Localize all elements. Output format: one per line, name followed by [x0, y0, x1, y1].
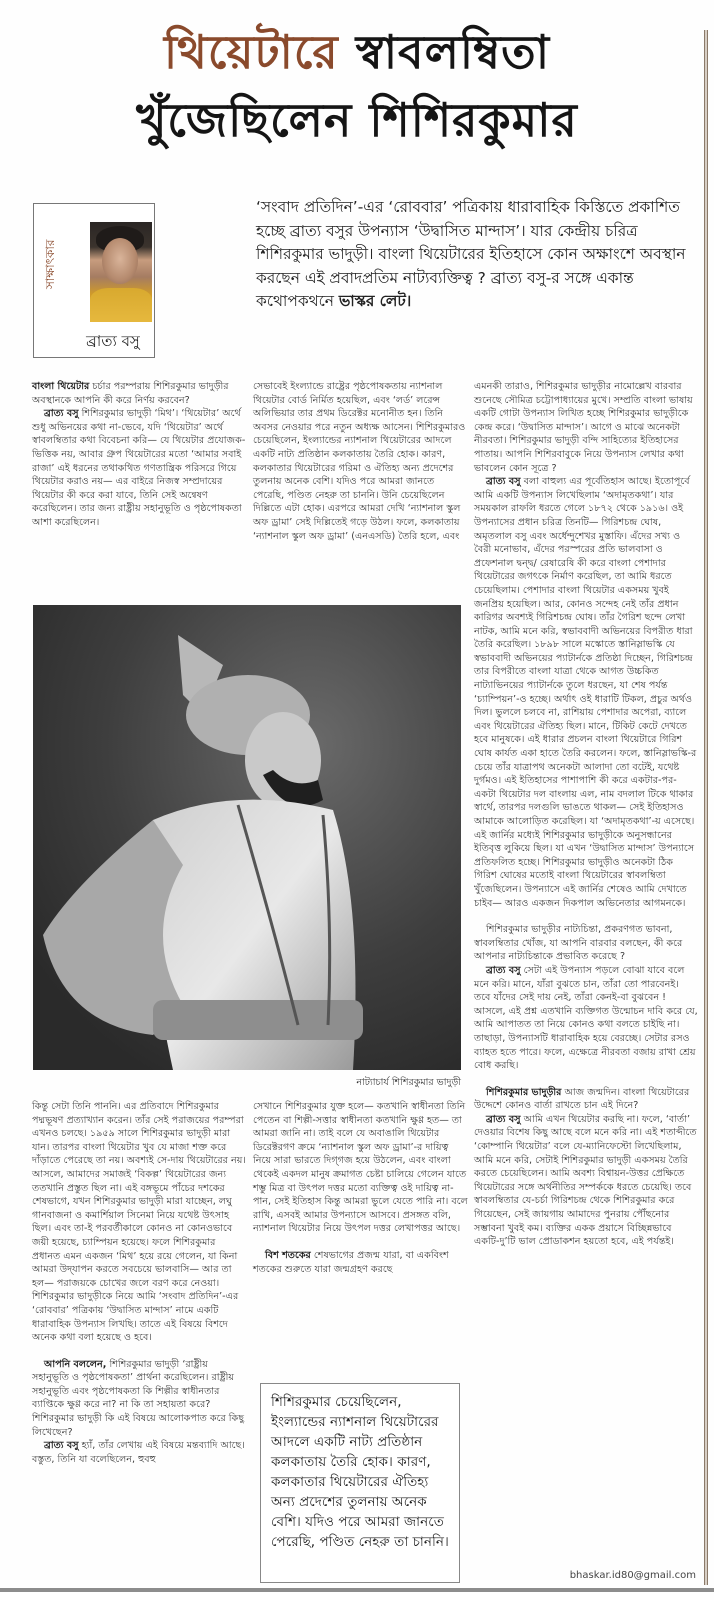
- answer-continued: সেখানে শিশিরকুমার যুক্ত হলে— কতখানি স্বাধীনতা তিনি পেতেন বা শিল্পী-সত্তার স্বাধীনতা কতখানি ক্ষুণ্ণ হত— তা আমরা জানি না। তাই বলে যে অবাঙালি থিয়েটার ডিরেক্টরগণ ক্রমে ‘ন্যাশনাল স্কুল অফ ড্রামা’-র দায়িত্ব নিয়ে সারা ভারতে দিগ্‌গজ হয়ে উঠলেন, এবং বাংলা থেকেই একদল মানুষ ক্রমাগত চেষ্টা চালিয়ে গেলেন যাতে শম্ভু মিত্র বা উৎপল দত্তর মতো ব্যক্তিত্ব ওই দায়িত্ব না-পান, সেই ইতিহাস কিন্তু আমরা ভুলে যেতে পারি না। বলে রাখি, এসবই আমার উপন্যাসে আসবে। প্রসঙ্গত বলি, ন্যাশনাল থিয়েটার নিয়ে উৎপল দত্তর লেখাপত্তর আছে।: [253, 1101, 468, 1235]
- right-border-rule: [704, 30, 708, 1585]
- interviewee-name: ব্রাত্য বসু: [86, 332, 140, 350]
- question: শিশিরকুমার ভাদুড়ীর আজ জন্মদিন। বাংলা থিয়েটারের উদ্দেশে কোনও বার্তা রাখতে চান এই দিনে?: [474, 1086, 690, 1112]
- answer-continued: কিন্তু সেটা তিনি পাননি। এর প্রতিবাদে শিশিরকুমার পদ্মভূষণ প্রত্যাখ্যান করেন। তাঁর সেই পরাজয়ের পরম্পরা এখনও চলছে। ১৯৫৯ সালে শিশিরকুমার ভাদুড়ী মারা যান। তারপর বাংলা থিয়েটার খুব যে মাজা শক্ত করে দাঁড়াতে পেরেছে তা নয়। অবশ্যই সে-দায় থিয়েটারের নয়। আসলে, আমাদের সমাজই ‘বিকল্প’ থিয়েটারের জন্য ততখানি প্রস্তুত ছিল না। এই বঙ্গভূমে পাঁচের দশকের শেষভাগে, যখন শিশিরকুমার ভাদুড়ী মারা যাচ্ছেন, লঘু গানবাজনা ও কমার্শিয়াল সিনেমা নিয়ে যথেষ্ট উৎসাহ ছিল। এবং তা-ই পরবর্তীকালে কোনও না কোনওভাবে জয়ী হয়েছে, চ্যাম্পিয়ন হয়েছে। ফলে শিশিরকুমার প্রধানত এমন একজন ‘মিথ’ হয়ে রয়ে গেলেন, যা কিনা আমরা উদ্‌যাপন করতে সবচেয়ে ভালবাসি— আর তা হল— পরাজয়কে চোখের জলে বরণ করে নেওয়া। শিশিরকুমার ভাদুড়ীকে নিয়ে আমি ‘সংবাদ প্রতিদিন’-এর ‘রোববার’ পত্রিকায় ‘উদ্বাসিত মান্দাস’ নামে একটি ধারাবাহিক উপন্যাস লিখছি। তাতে এই বিষয়ে বিশদে অনেক কথা বলা হয়েছে ও হবে।: [32, 1101, 246, 1344]
- archival-portrait-photo-icon: [33, 605, 461, 1070]
- question: আপনি বললেন, শিশিরকুমার ভাদুড়ী ‘রাষ্ট্রীয় সহানুভূতি ও পৃষ্ঠপোষকতা’ প্রার্থনা করেছিলেন। রাষ্ট্রীয় সহানুভূতি এবং পৃষ্ঠপোষকতা কি শিল্পীর স্বাধীনতার ব্যাপ্তিকে ক্ষুণ্ণ করে না? না কি তা সহায়তা করে? শিশিরকুমার ভাদুড়ী কি এই বিষয়ে আলোকপাত করে কিছু লিখেছেন?: [32, 1358, 245, 1438]
- pull-quote: শিশিরকুমার চেয়েছিলেন, ইংল্যান্ডের ন্যাশনাল থিয়েটারের আদলে একটি নাট্য প্রতিষ্ঠান কলকাতায় তৈরি হোক। কারণ, কলকাতার থিয়েটারের ঐতিহ্য অন্য প্রদেশের তুলনায় অনেক বেশি। যদিও পরে আমরা জানতে পেরেছি, পণ্ডিত নেহরু তা চাননি।: [260, 1383, 460, 1583]
- column-3: [474, 380, 698, 1249]
- answer: ব্রাত্য বসু হ্যাঁ, তাঁর লেখায় এই বিষয়ে মন্তব্যাদি আছে। বস্তুত, তিনি যা বলেছিলেন, হুবহু: [32, 1440, 245, 1465]
- headline: [0, 18, 714, 154]
- question: এমনকী তারাও, শিশিরকুমার ভাদুড়ীর নামোল্লেখ বারবার শুনেছে সৌমিত্র চট্টোপাধ্যায়ের মুখে। সম্প্রতি বাংলা ভাষায় একটি গোটা উপন্যাস লিখিত হচ্ছে শিশিরকুমার ভাদুড়ীকে কেন্দ্র করে। ‘উদ্বাসিত মান্দাস’। আগে ও মাঝে অনেকটা নীরবতা। শিশিরকুমার ভাদুড়ী বন্দি সাহিত্যের ইতিহাসের পাতায়। আপনি শিশিরবাবুকে নিয়ে উপন্যাস লেখার কথা ভাবলেন কোন সূত্রে ?: [474, 381, 693, 474]
- headline-line-1: [0, 18, 714, 86]
- bottom-border-rule: [0, 1588, 714, 1592]
- question: বিশ শতকের শেষভাগের প্রজন্ম যারা, বা একবিংশ শতকের শুরুতে যারা জন্মগ্রহণ করছে: [253, 1249, 449, 1275]
- answer: ব্রাত্য বসু শিশিরকুমার ভাদুড়ী ‘মিথ’। ‘থিয়েটার’ অর্থে শুধু অভিনয়ের কথা না-ভেবে, যদি ‘থিয়েটার’ অর্থে স্বাবলম্বিতার কথা বিবেচনা করি— যে থিয়েটার প্রযোজক-ভিত্তিক নয়, আবার গ্রুপ থিয়েটারের মতো ‘আমার সবাই রাজা’ এই ধরনের তথাকথিত গণতান্ত্রিক পরিসরে গিয়ে থিয়েটার করাও নয়— এর বাইরে নিজস্ব সম্প্রদায়ের থিয়েটার কী করে করা যাবে, তিনি সেই অন্বেষণ করেছিলেন। তার জন্য রাষ্ট্রীয় সহানুভূতি ও পৃষ্ঠপোষকতা আশা করেছিলেন।: [32, 408, 246, 528]
- photo-caption: নাট্যাচার্য শিশিরকুমার ভাদুড়ী: [356, 1077, 461, 1088]
- answer: ব্রাত্য বসু বলা বাহুল্য এর পূর্বেতিহাস আছে। ইতোপূর্বে আমি একটি উপন্যাস লিখেছিলাম ‘অদামৃতকথা’। যার সময়কাল রাফলি ধরতে গেলে ১৮৭২ থেকে ১৯১৬। ওই উপন্যাসের প্রধান চরিত্র তিনটি— গিরিশচন্দ্র ঘোষ, অমৃতলাল বসু এবং অর্ধেন্দুশেখর মুস্তাফি। এঁদের সখ্য ও বৈরী মনোভাব, এঁদের পরস্পরের প্রতি ভালবাসা ও প্রফেশনাল দ্বন্দ্ব/ রেষারেষি কী করে বাংলা পেশাদার থিয়েটারের জগৎকে নির্মাণ করেছিল, তা আমি ধরতে চেয়েছিলাম। পেশাদার বাংলা থিয়েটার একসময় খুবই জনপ্রিয় হয়েছিল। আর, কোনও সন্দেহ নেই তাঁর প্রধান কারিগর অবশ্যই গিরিশচন্দ্র ঘোষ। তাঁর গৈরিশ ছন্দে লেখা নাটক, আমি মনে করি, স্বভাববাদী অভিনয়ের বিপরীত ধারা তৈরি করেছিল। ১৮৯৮ সালে মস্কোতে স্তানিস্লাভস্কি যে স্বভাববাদী অভিনয়ের প্যাটার্নকে প্রতিষ্ঠা দিচ্ছেন, গিরিশচন্দ্র তার বিপরীতে বাংলা যাত্রা থেকে আগত উচ্চকিত নাট্যাভিনয়ের প্যাটার্নকে তুলে ধরছেন, যা শেষ পর্যন্ত ‘চ্যাম্পিয়ন’-ও হচ্ছে। অর্থাৎ ওই ধারাটি টিকল, প্রচুর অর্থও দিল। ভুললে চলবে না, রাশিয়ায় পেশাদার অপেরা, ব্যালে এবং থিয়েটারের ঐতিহ্য ছিল। মানে, টিকিট কেটে দেখতে হবে মানুষকে। এই ধারার প্রচলন বাংলা থিয়েটারে গিরিশ ঘোষ কার্যত একা হাতে তৈরি করলেন। ফলে, স্তানিস্লাভস্কি-র চেয়ে তাঁর যাত্রাপথ অনেকটা আলাদা তো বটেই, যথেষ্ট দুর্গমও। এই ইতিহাসের পাশাপাশি কী করে একটার-পর-একটা থিয়েটার দল বাংলায় এল, নাম বদলাল টিকে থাকার স্বার্থে, তারপর দলগুলি ভাঙতে থাকল— সেই ইতিহাসও আমাকে আলোড়িত করেছিল। যা ‘অদামৃতকথা’-য় এসেছে। এই জার্নির মধ্যেই শিশিরকুমার ভাদুড়ীকে অনুসন্ধানের ইতিবৃত্ত লুকিয়ে ছিল। যা এখন ‘উদ্বাসিত মান্দাস’ উপন্যাসে প্রতিফলিত হচ্ছে। শিশিরকুমার ভাদুড়ীও অনেকটা ঠিক গিরিশ ঘোষের মতোই বাংলা থিয়েটারের স্বাবলম্বিতা খুঁজেছিলেন। উপন্যাসে এই জার্নির শেষেও আমি দেখাতে চাইব— আরও একজন দিকপাল অভিনেতার আগমনকে।: [474, 476, 697, 909]
- author-email: bhaskar.id80@gmail.com: [569, 1570, 696, 1581]
- column-1-top: [32, 380, 246, 530]
- standfirst-text: ‘সংবাদ প্রতিদিন’-এর ‘রোববার’ পত্রিকায় ধারাবাহিক কিস্তিতে প্রকাশিত হচ্ছে ব্রাত্য বসুর উপন্যাস ‘উদ্বাসিত মান্দাস’। যার কেন্দ্রীয় চরিত্র শিশিরকুমার ভাদুড়ী। বাংলা থিয়েটারের ইতিহাসে কোন অক্ষাংশে অবস্থান করছেন এই প্রবাদপ্রতিম নাট্যব্যক্তিত্ব ? ব্রাত্য বসু-র সঙ্গে একান্ত কথোপকথনে: [256, 198, 686, 310]
- answer: ব্রাত্য বসু সেটা এই উপন্যাস পড়লে বোঝা যাবে বলে মনে করি। মানে, যাঁরা বুঝতে চান, তাঁরা তো পারবেনই। তবে যাঁদের সেই দায় নেই, তাঁরা কেনই-বা বুঝবেন ! আসলে, এই প্রশ্ন এতখানি ব্যক্তিগত উন্মোচন দাবি করে যে, আমি আপাতত তা নিয়ে কোনও কথা বলতে চাইছি না। তাছাড়া, উপন্যাসটি ধারাবাহিক হয়ে বেরচ্ছে। সেটার রসও ব্যাহত হতে পারে। ফলে, এক্ষেত্রে নীরবতা বজায় রাখা শ্রেয় বোধ করছি।: [474, 964, 698, 1072]
- column-2-top: [253, 380, 468, 543]
- question: বাংলা থিয়েটার চর্চার পরম্পরায় শিশিরকুমার ভাদুড়ীর অবস্থানকে আপনি কী করে নির্ণয় করবেন?: [32, 381, 229, 406]
- portrait-photo-icon: [90, 222, 152, 322]
- headline-line-2: খুঁজেছিলেন শিশিরকুমার: [136, 93, 578, 147]
- question: শিশিরকুমার ভাদুড়ীর নাট্যচিন্তা, প্রকরণগত ভাবনা, স্বাবলম্বিতার খোঁজ, যা আপনি বারবার বলছেন, কী করে আপনার নাট্যচিন্তাকে প্রভাবিত করেছে ?: [474, 924, 683, 963]
- reporter-name: ভাস্কর লেট।: [338, 292, 412, 310]
- column-2-bottom: [253, 1100, 468, 1276]
- article-standfirst: [256, 196, 686, 314]
- interviewee-profile-box: [33, 203, 155, 358]
- answer: ব্রাত্য বসু আমি এখন থিয়েটার করছি না। ফলে, ‘বার্তা’ দেওয়ার বিশেষ কিছু আছে বলে মনে করি না। এই শতাব্দীতে ‘কোম্পানি থিয়েটার’ বলে যে-ম্যানিফেস্টো লিখেছিলাম, আমি মনে করি, সেটাই শিশিরকুমার ভাদুড়ী একসময় তৈরি করতে চেয়েছিলেন। আমি অবশ্য বিশ্বায়ন-উত্তর প্রেক্ষিতে থিয়েটারের সঙ্গে অর্থনীতির সম্পর্ককে ধরতে চেয়েছি। তবে স্বাবলম্বিতার যে-চর্চা গিরিশচন্দ্র থেকে শিশিরকুমার করে গিয়েছেন, সেই জায়গায় আমাদের পুনরায় পৌঁছনোর সম্ভাবনা খুবই কম। ব্যক্তির একক প্রয়াসে বিচ্ছিন্নভাবে একটি-দু’টি ভাল প্রোডাকশন হয়তো হবে, এই পর্যন্তই।: [474, 1113, 697, 1248]
- answer-continued: সেভাবেই ইংল্যান্ডে রাষ্ট্রের পৃষ্ঠপোষকতায় ন্যাশনাল থিয়েটার বোর্ড নির্মিত হয়েছিল, এবং ‘লর্ড’ লরেন্স অলিভিয়ার তার প্রথম ডিরেক্টর মনোনীত হন। তিনি অবসর নেওয়ার পরে নতুন অধ্যক্ষ আসেন। শিশিরকুমারও চেয়েছিলেন, ইংল্যান্ডের ন্যাশনাল থিয়েটারের আদলে একটি নাট্য প্রতিষ্ঠান কলকাতায় তৈরি হোক। কারণ, কলকাতার থিয়েটারের গরিমা ও ঐতিহ্য অন্য প্রদেশের তুলনায় অনেক বেশি। যদিও পরে আমরা জানতে পেরেছি, পণ্ডিত নেহরু তা চাননি। উনি চেয়েছিলেন দিল্লিতে এটা হোক। এরপরে আমরা দেখি ‘ন্যাশনাল স্কুল অফ ড্রামা’ সেই দিল্লিতেই গড়ে উঠল। ফলে, কলকাতায় ‘ন্যাশনাল স্কুল অফ ড্রামা’ (এনএসডি) তৈরি হলে, এবং: [253, 381, 466, 542]
- section-label: সাক্ষাৎকার: [43, 239, 57, 289]
- headline-accent-word: থিয়েটারে: [163, 25, 339, 79]
- headline-word: স্বাবলম্বিতা: [355, 25, 551, 79]
- column-1-bottom: [32, 1100, 246, 1466]
